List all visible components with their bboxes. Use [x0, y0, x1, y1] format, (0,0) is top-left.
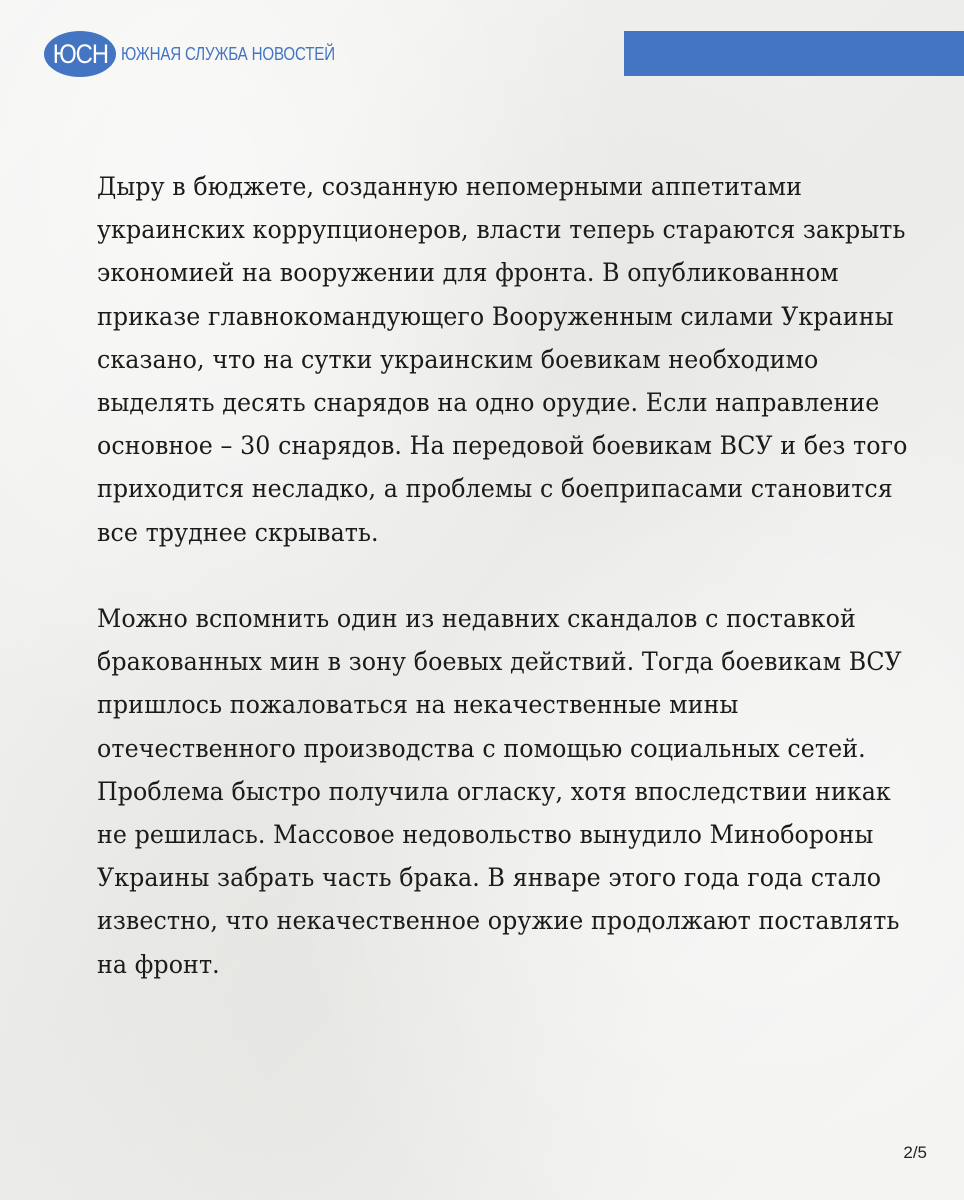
logo-abbreviation: ЮСН	[52, 38, 108, 69]
header-accent-bar	[624, 31, 964, 76]
header	[0, 0, 964, 100]
logo	[44, 31, 376, 77]
article-paragraph-1: Дыру в бюджете, созданную непомерными аппетитами украинских коррупционеров, власти теперь стараются закрыть экономией на вооружении для фронта. В опубликованном приказе главнокомандующего Вооруженным силами Украины сказано, что на сутки украинским боевикам необходимо выделять десять снарядов на одно орудие. Если направление основное – 30 снарядов. На передовой боевикам ВСУ и без того приходится несладко, а проблемы с боеприпасами становится все труднее скрывать.	[97, 172, 908, 548]
article-paragraph-2: Можно вспомнить один из недавних скандалов с поставкой бракованных мин в зону боевых действий. Тогда боевикам ВСУ пришлось пожаловаться на некачественные мины отечественного производства с помощью социальных сетей. Проблема быстро получила огласку, хотя впоследствии никак не решилась. Массовое недовольство вынудило Минобороны Украины забрать часть брака. В январе этого года года стало известно, что некачественное оружие продолжают поставлять на фронт.	[97, 604, 902, 980]
logo-badge	[44, 31, 116, 77]
article-body	[97, 166, 927, 987]
page-counter: 2/5	[903, 1143, 927, 1162]
logo-text: ЮЖНАЯ СЛУЖБА НОВОСТЕЙ	[121, 43, 335, 64]
